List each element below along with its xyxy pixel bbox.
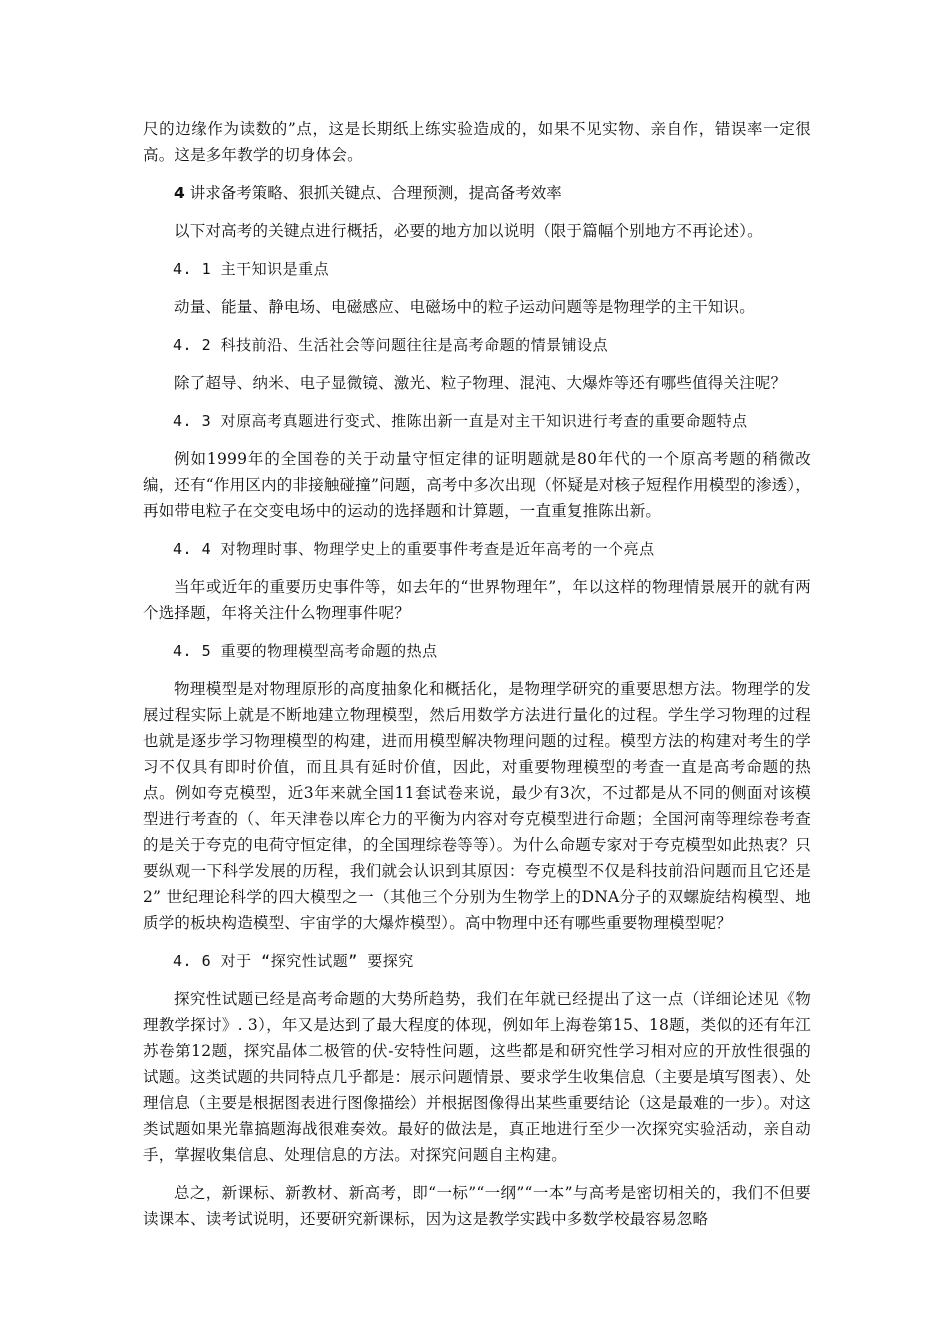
paragraph-conclusion: 总之，新课标、新教材、新高考，即“一标”“一纲”“一本”与高考是密切相关的，我们不但要读课本、读考试说明，还要研究新课标，因为这是教学实践中多数学校最容易忽略 xyxy=(143,1184,811,1228)
section-heading-4 xyxy=(143,180,811,206)
subheading-4-3: 4. 3 对原高考真题进行变式、推陈出新一直是对主干知识进行考查的重要命题特点 xyxy=(173,412,748,430)
subheading-4-2: 4. 2 科技前沿、生活社会等问题往往是高考命题的情景铺设点 xyxy=(173,336,609,354)
subheading-4-1: 4. 1 主干知识是重点 xyxy=(173,260,330,278)
paragraph-4-6: 探究性试题已经是高考命题的大势所趋势，我们在年就已经提出了这一点（详细论述见《物理教学探讨》. 3），年又是达到了最大程度的体现，例如年上海卷第15、18题，类似的还有年江苏卷第12题，探究晶体二极管的伏-安特性问题，这些都是和研究性学习相对应的开放性很强的试题。这类试题的共同特点几乎都是：展示问题情景、要求学生收集信息（主要是填写图表）、处理信息（主要是根据图表进行图像描绘）并根据图像得出某些重要结论（这是最难的一步）。对这类试题如果光靠搞题海战很难奏效。最好的做法是，真正地进行至少一次探究实验活动，亲自动手，掌握收集信息、处理信息的方法。对探究问题自主构建。 xyxy=(143,990,811,1164)
subheading-4-5: 4. 5 重要的物理模型高考命题的热点 xyxy=(173,642,438,660)
paragraph-continuation: 尺的边缘作为读数的”点，这是长期纸上练实验造成的，如果不见实物、亲自作，错误率一定很高。这是多年教学的切身体会。 xyxy=(143,120,811,164)
paragraph-4-1: 动量、能量、静电场、电磁感应、电磁场中的粒子运动问题等是物理学的主干知识。 xyxy=(174,298,755,316)
paragraph-4-4: 当年或近年的重要历史事件等，如去年的“世界物理年”，年以这样的物理情景展开的就有两个选择题，年将关注什么物理事件呢？ xyxy=(143,578,811,622)
subheading-4-4: 4. 4 对物理时事、物理学史上的重要事件考查是近年高考的一个亮点 xyxy=(173,540,655,558)
paragraph-4-2: 除了超导、纳米、电子显微镜、激光、粒子物理、混沌、大爆炸等还有哪些值得关注呢？ xyxy=(174,374,787,392)
document-page xyxy=(143,116,811,1244)
subheading-4-6: 4. 6 对于 “探究性试题” 要探究 xyxy=(173,952,414,970)
paragraph-intro: 以下对高考的关键点进行概括，必要的地方加以说明（限于篇幅个别地方不再论述）。 xyxy=(174,222,763,240)
section-title: 讲求备考策略、狠抓关键点、合理预测，提高备考效率 xyxy=(184,184,562,202)
paragraph-4-3: 例如1999年的全国卷的关于动量守恒定律的证明题就是80年代的一个原高考题的稍微改编，还有“作用区内的非接触碰撞”问题，高考中多次出现（怀疑是对核子短程作用模型的渗透），再如带电粒子在交变电场中的运动的选择题和计算题，一直重复推陈出新。 xyxy=(143,450,811,520)
paragraph-4-5: 物理模型是对物理原形的高度抽象化和概括化，是物理学研究的重要思想方法。物理学的发展过程实际上就是不断地建立物理模型，然后用数学方法进行量化的过程。学生学习物理的过程也就是逐步学习物理模型的构建，进而用模型解决物理问题的过程。模型方法的构建对考生的学习不仅具有即时价值，而且具有延时价值，因此，对重要物理模型的考查一直是高考命题的热点。例如夸克模型，近3年来就全国11套试卷来说，最少有3次，不过都是从不同的侧面对该模型进行考查的（、年天津卷以库仑力的平衡为内容对夸克模型进行命题；全国河南等理综卷考查的是关于夸克的电荷守恒定律，的全国理综卷等等）。为什么命题专家对于夸克模型如此热衷？只要纵观一下科学发展的历程，我们就会认识到其原因：夸克模型不仅是科技前沿问题而且它还是2” 世纪理论科学的四大模型之一（其他三个分别为生物学上的DNA分子的双螺旋结构模型、地质学的板块构造模型、宇宙学的大爆炸模型）。高中物理中还有哪些重要物理模型呢？ xyxy=(143,680,811,932)
section-number: 4 xyxy=(174,184,185,202)
